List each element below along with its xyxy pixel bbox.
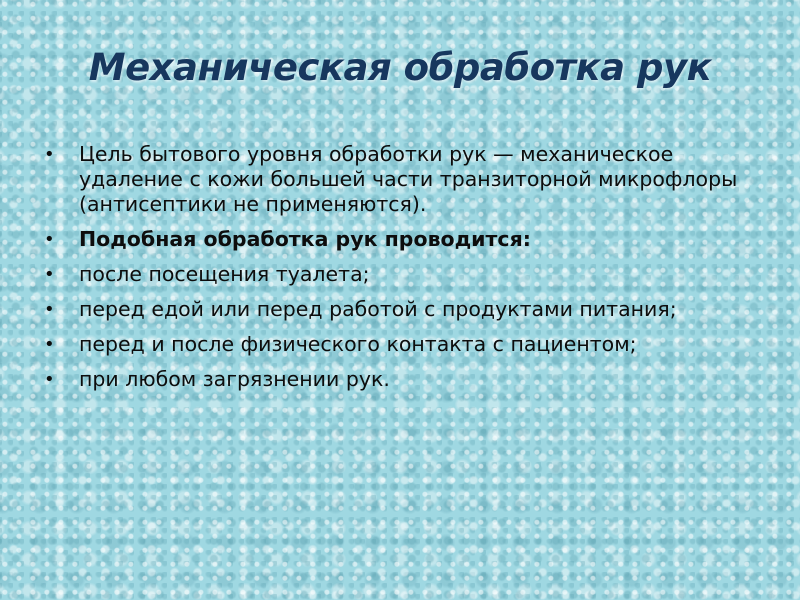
bullet-text: перед едой или перед работой с продуктами питания; — [79, 297, 677, 321]
bullet-text: при любом загрязнении рук. — [79, 367, 390, 391]
bullet-text: после посещения туалета; — [79, 262, 370, 286]
bullet-item-purpose — [44, 142, 744, 217]
bullet-text: перед и после физического контакта с пациентом; — [79, 332, 637, 356]
bullet-item-contamination — [44, 367, 744, 392]
bullet-list — [44, 142, 744, 402]
bullet-icon: • — [44, 299, 55, 320]
bullet-text: Цель бытового уровня обработки рук — механическое удаление с кожи большей части транзиторной микрофлоры (антисептики не применяются). — [79, 142, 738, 216]
slide-title: Механическая обработка рук — [88, 46, 712, 89]
bullet-item-toilet — [44, 262, 744, 287]
bullet-item-food — [44, 297, 744, 322]
bullet-item-patient-contact — [44, 332, 744, 357]
bullet-icon: • — [44, 229, 55, 250]
bullet-item-heading — [44, 227, 744, 252]
bullet-icon: • — [44, 144, 55, 165]
bullet-icon: • — [44, 369, 55, 390]
bullet-icon: • — [44, 334, 55, 355]
bullet-icon: • — [44, 264, 55, 285]
bullet-text: Подобная обработка рук проводится: — [79, 227, 531, 251]
